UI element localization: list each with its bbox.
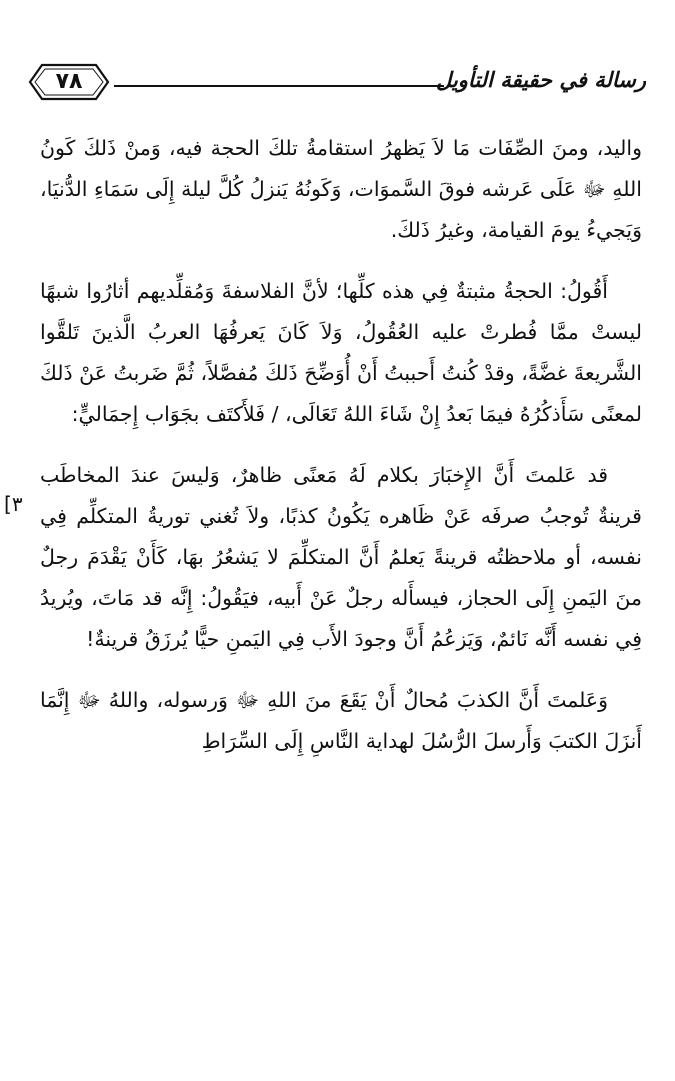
paragraph: واليد، ومنَ الصِّفَات مَا لاَ يَظهرُ استقامةُ تلكَ الحجة فيه، وَمنْ ذَلكَ كَونُ اللهِ ﷻ عَلَى عَرشه فوقَ السَّموَات، وَكَونُهُ يَنزلُ كُلَّ ليلة إِلَى سَمَاءِ الدُّنيَا، وَيَجيءُ يومَ القيامة، وغيرُ ذَلكَ. xyxy=(40,136,642,242)
main-text xyxy=(40,128,642,762)
page-number: ٧٨ xyxy=(55,69,83,94)
book-title: رسالة في حقيقة التأويل xyxy=(436,67,646,92)
paragraph: أَقُولُ: الحجةُ مثبتةٌ فِي هذه كلِّها؛ لأنَّ الفلاسفةَ وَمُقلِّديهم أثارُوا شبهًا ليستْ ممَّا فُطرتْ عليه العُقُولُ، وَلاَ كَانَ يَعرفُهَا العربُ الَّذينَ تَلقَّوا الشَّريعةَ غضَّةً، وقدْ كُنتُ أَحببتُ أَنْ أُوَضِّحَ ذَلكَ مُفصَّلاً، ثُمَّ ضَربتُ عَنْ ذَلكَ لمعنًى سَأَذكُرُهُ فيمَا بَعدُ إِنْ شَاءَ اللهُ تَعَالَى، / فَلأَكتَف بجَوَاب إِجمَاليٍّ: xyxy=(40,279,642,426)
running-header xyxy=(28,58,646,106)
header-rule xyxy=(114,85,444,87)
margin-page-marker: [٣ xyxy=(4,492,23,516)
paragraph: قد عَلمتَ أَنَّ الإِخبَارَ بكلام لَهُ مَعنًى ظاهرٌ، وَليسَ عندَ المخاطَب قرينةٌ تُوجبُ صرفَه عَنْ ظَاهره يَكُونُ كذبًا، ولاَ تُغني توريةُ المتكلِّم فِي نفسه، أو ملاحظتُه قرينةً يَعلمُ أَنَّ المتكلِّمَ لا يَشعُرُ بهَا، كَأَنْ يَقْدَمَ رجلٌ منَ اليَمنِ إِلَى الحجاز، فيسأَله رجلٌ عَنْ أَبيه، فيَقُولُ: إِنَّه قد مَاتَ، ويُريدُ فِي نفسه أَنَّه نَائمٌ، وَيَزعُمُ أَنَّ وجودَ الأَب فِي اليَمنِ حيًّا يُرزَقُ قرينةٌ! xyxy=(40,463,642,651)
paragraph: وَعَلمتَ أَنَّ الكذبَ مُحالٌ أَنْ يَقَعَ منَ اللهِ ﷻ وَرسوله، واللهُ ﷻ إِنَّمَا أَنزَلَ الكتبَ وَأَرسلَ الرُّسُلَ لهداية النَّاسِ إِلَى السِّرَاطِ xyxy=(40,688,642,753)
page-number-badge xyxy=(28,62,110,102)
